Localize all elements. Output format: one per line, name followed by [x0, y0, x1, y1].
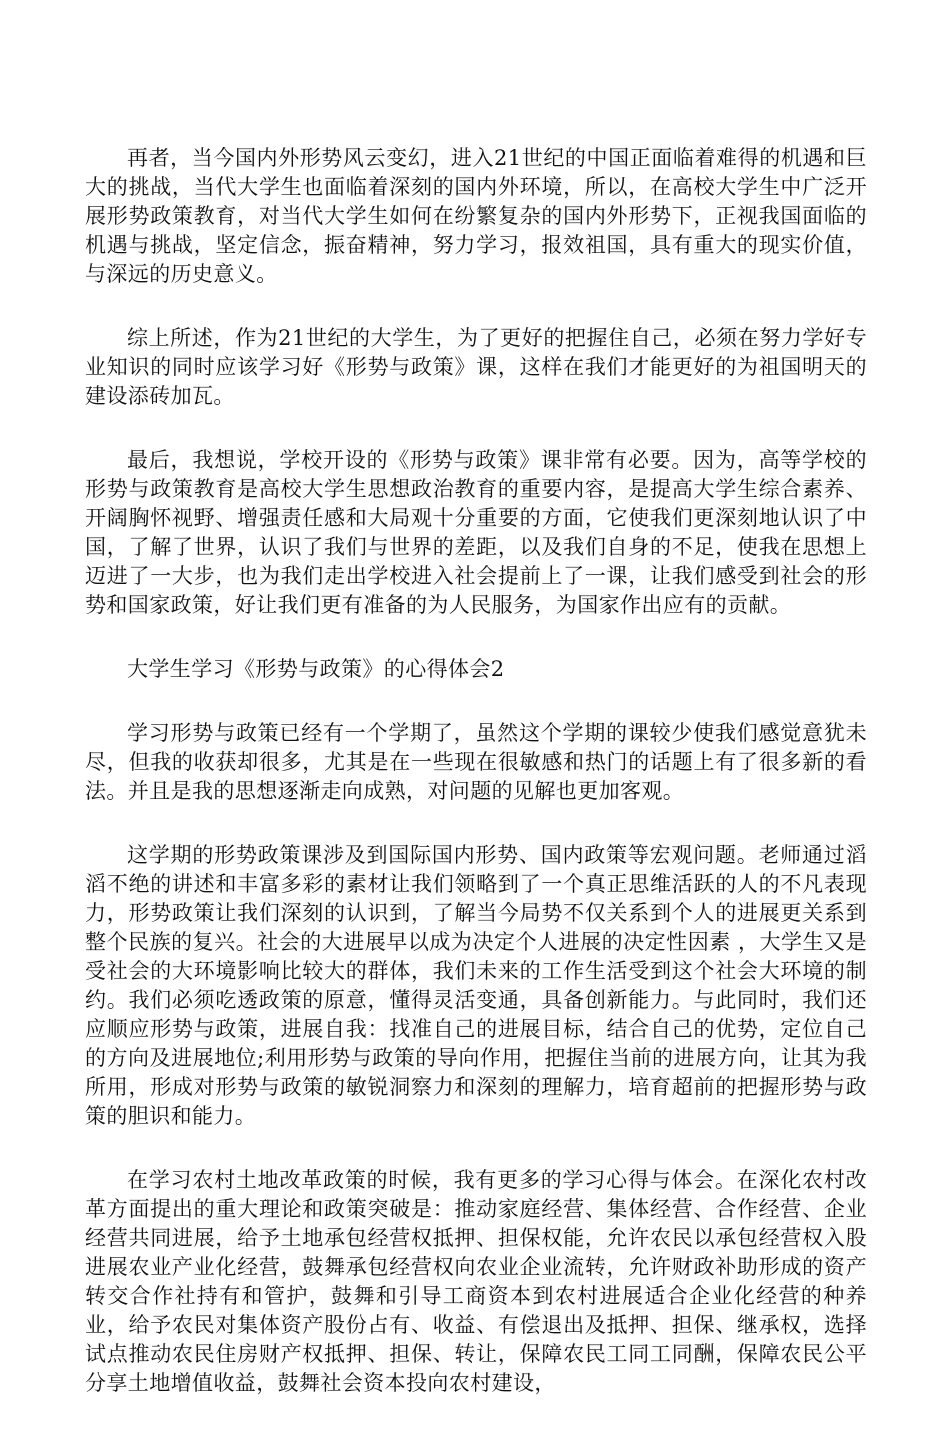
paragraph: 学习形势与政策已经有一个学期了，虽然这个学期的课较少使我们感觉意犹未尽，但我的收获却很多，尤其是在一些现在很敏感和热门的话题上有了很多新的看法。并且是我的思想逐渐走向成熟，对问题的见解也更加客观。: [85, 721, 867, 803]
paragraph: 再者，当今国内外形势风云变幻，进入21世纪的中国正面临着难得的机遇和巨大的挑战，当代大学生也面临着深刻的国内外环境，所以，在高校大学生中广泛开展形势政策教育，对当代大学生如何在纷繁复杂的国内外形势下，正视我国面临的机遇与挑战，坚定信念，振奋精神，努力学习，报效祖国，具有重大的现实价值，与深远的历史意义。: [85, 146, 867, 286]
paragraph: 最后，我想说，学校开设的《形势与政策》课非常有必要。因为，高等学校的形势与政策教育是高校大学生思想政治教育的重要内容，是提高大学生综合素养、开阔胸怀视野、增强责任感和大局观十分重要的方面，它使我们更深刻地认识了中国，了解了世界，认识了我们与世界的差距，以及我们自身的不足，使我在思想上迈进了一大步，也为我们走出学校进入社会提前上了一课，让我们感受到社会的形势和国家政策，好让我们更有准备的为人民服务，为国家作出应有的贡献。: [85, 448, 867, 617]
document-body: [85, 144, 867, 1433]
paragraph: 在学习农村土地改革政策的时候，我有更多的学习心得与体会。在深化农村改革方面提出的重大理论和政策突破是：推动家庭经营、集体经营、合作经营、企业经营共同进展，给予土地承包经营权抵押、担保权能，允许农民以承包经营权入股进展农业产业化经营，鼓舞承包经营权向农业企业流转，允许财政补助形成的资产转交合作社持有和管护，鼓舞和引导工商资本到农村进展适合企业化经营的种养业，给予农民对集体资产股份占有、收益、有偿退出及抵押、担保、继承权，选择试点推动农民住房财产权抵押、担保、转让，保障农民工同工同酬，保障农民公平分享土地增值收益，鼓舞社会资本投向农村建设，: [85, 1168, 867, 1395]
paragraph: 这学期的形势政策课涉及到国际国内形势、国内政策等宏观问题。老师通过滔滔不绝的讲述和丰富多彩的素材让我们领略到了一个真正思维活跃的人的不凡表现力，形势政策让我们深刻的认识到，了解当今局势不仅关系到个人的进展更关系到整个民族的复兴。社会的大进展早以成为决定个人进展的决定性因素 ，大学生又是受社会的大环境影响比较大的群体，我们未来的工作生活受到这个社会大环境的制约。我们必须吃透政策的原意，懂得灵活变通，具备创新能力。与此同时，我们还应顺应形势与政策，进展自我：找准自己的进展目标，结合自己的优势，定位自己的方向及进展地位;利用形势与政策的导向作用，把握住当前的进展方向，让其为我所用，形成对形势与政策的敏锐洞察力和深刻的理解力，培育超前的把握形势与政策的胆识和能力。: [85, 843, 867, 1128]
paragraph: 综上所述，作为21世纪的大学生，为了更好的把握住自己，必须在努力学好专业知识的同时应该学习好《形势与政策》课，这样在我们才能更好的为祖国明天的建设添砖加瓦。: [85, 326, 867, 408]
section-heading: 大学生学习《形势与政策》的心得体会2: [127, 657, 505, 681]
